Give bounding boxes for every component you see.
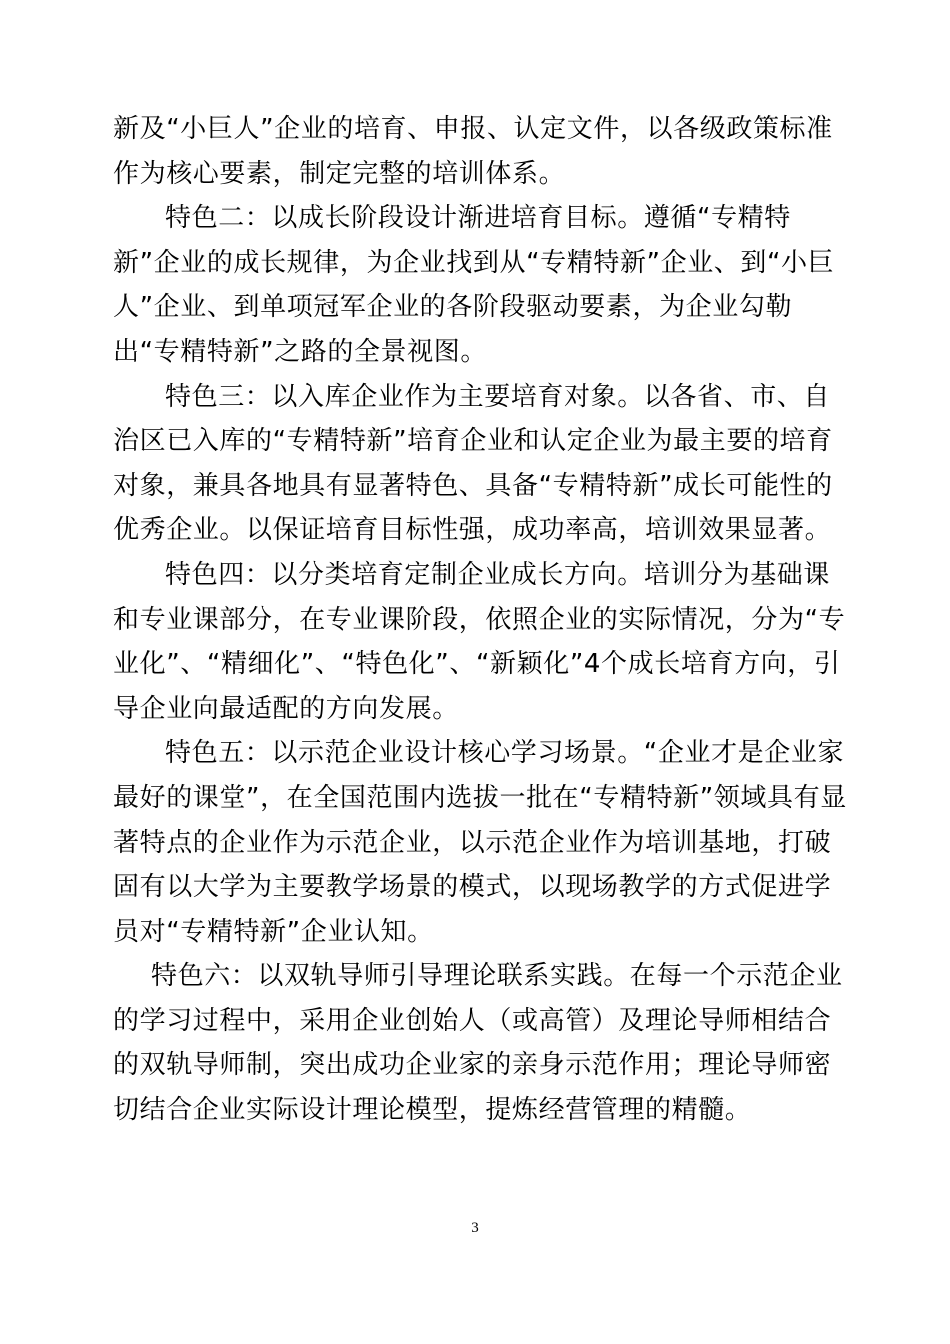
paragraph-feature-4: 特色四：以分类培育定制企业成长方向。培训分为基础课和专业课部分，在专业课阶段，依照企业的实际情况，分为“专业化”、“精细化”、“特色化”、“新颖化”4个成长培育方向，引导企业向最适配的方向发展。	[113, 559, 846, 724]
page-number: 3	[471, 1220, 479, 1236]
paragraph-continuation: 新及“小巨人”企业的培育、申报、认定文件，以各级政策标准作为核心要素，制定完整的培训体系。	[113, 114, 833, 189]
paragraph-feature-2: 特色二：以成长阶段设计渐进培育目标。遵循“专精特新”企业的成长规律，为企业找到从“专精特新”企业、到“小巨人”企业、到单项冠军企业的各阶段驱动要素，为企业勾勒出“专精特新”之路的全景视图。	[113, 203, 835, 367]
paragraph-feature-5: 特色五：以示范企业设计核心学习场景。“企业才是企业家最好的课堂”，在全国范围内选拔一批在“专精特新”领域具有显著特点的企业作为示范企业，以示范企业作为培训基地，打破固有以大学为主要教学场景的模式，以现场教学的方式促进学员对“专精特新”企业认知。	[113, 738, 847, 947]
paragraph-feature-6: 特色六：以双轨导师引导理论联系实践。在每一个示范企业的学习过程中，采用企业创始人（或高管）及理论导师相结合的双轨导师制，突出成功企业家的亲身示范作用；理论导师密切结合企业实际设计理论模型，提炼经营管理的精髓。	[113, 961, 843, 1126]
paragraph-feature-3: 特色三：以入库企业作为主要培育对象。以各省、市、自治区已入库的“专精特新”培育企业和认定企业为最主要的培育对象，兼具各地具有显著特色、具备“专精特新”成长可能性的优秀企业。以保证培育目标性强，成功率高，培训效果显著。	[113, 381, 833, 546]
document-body	[113, 107, 848, 1133]
